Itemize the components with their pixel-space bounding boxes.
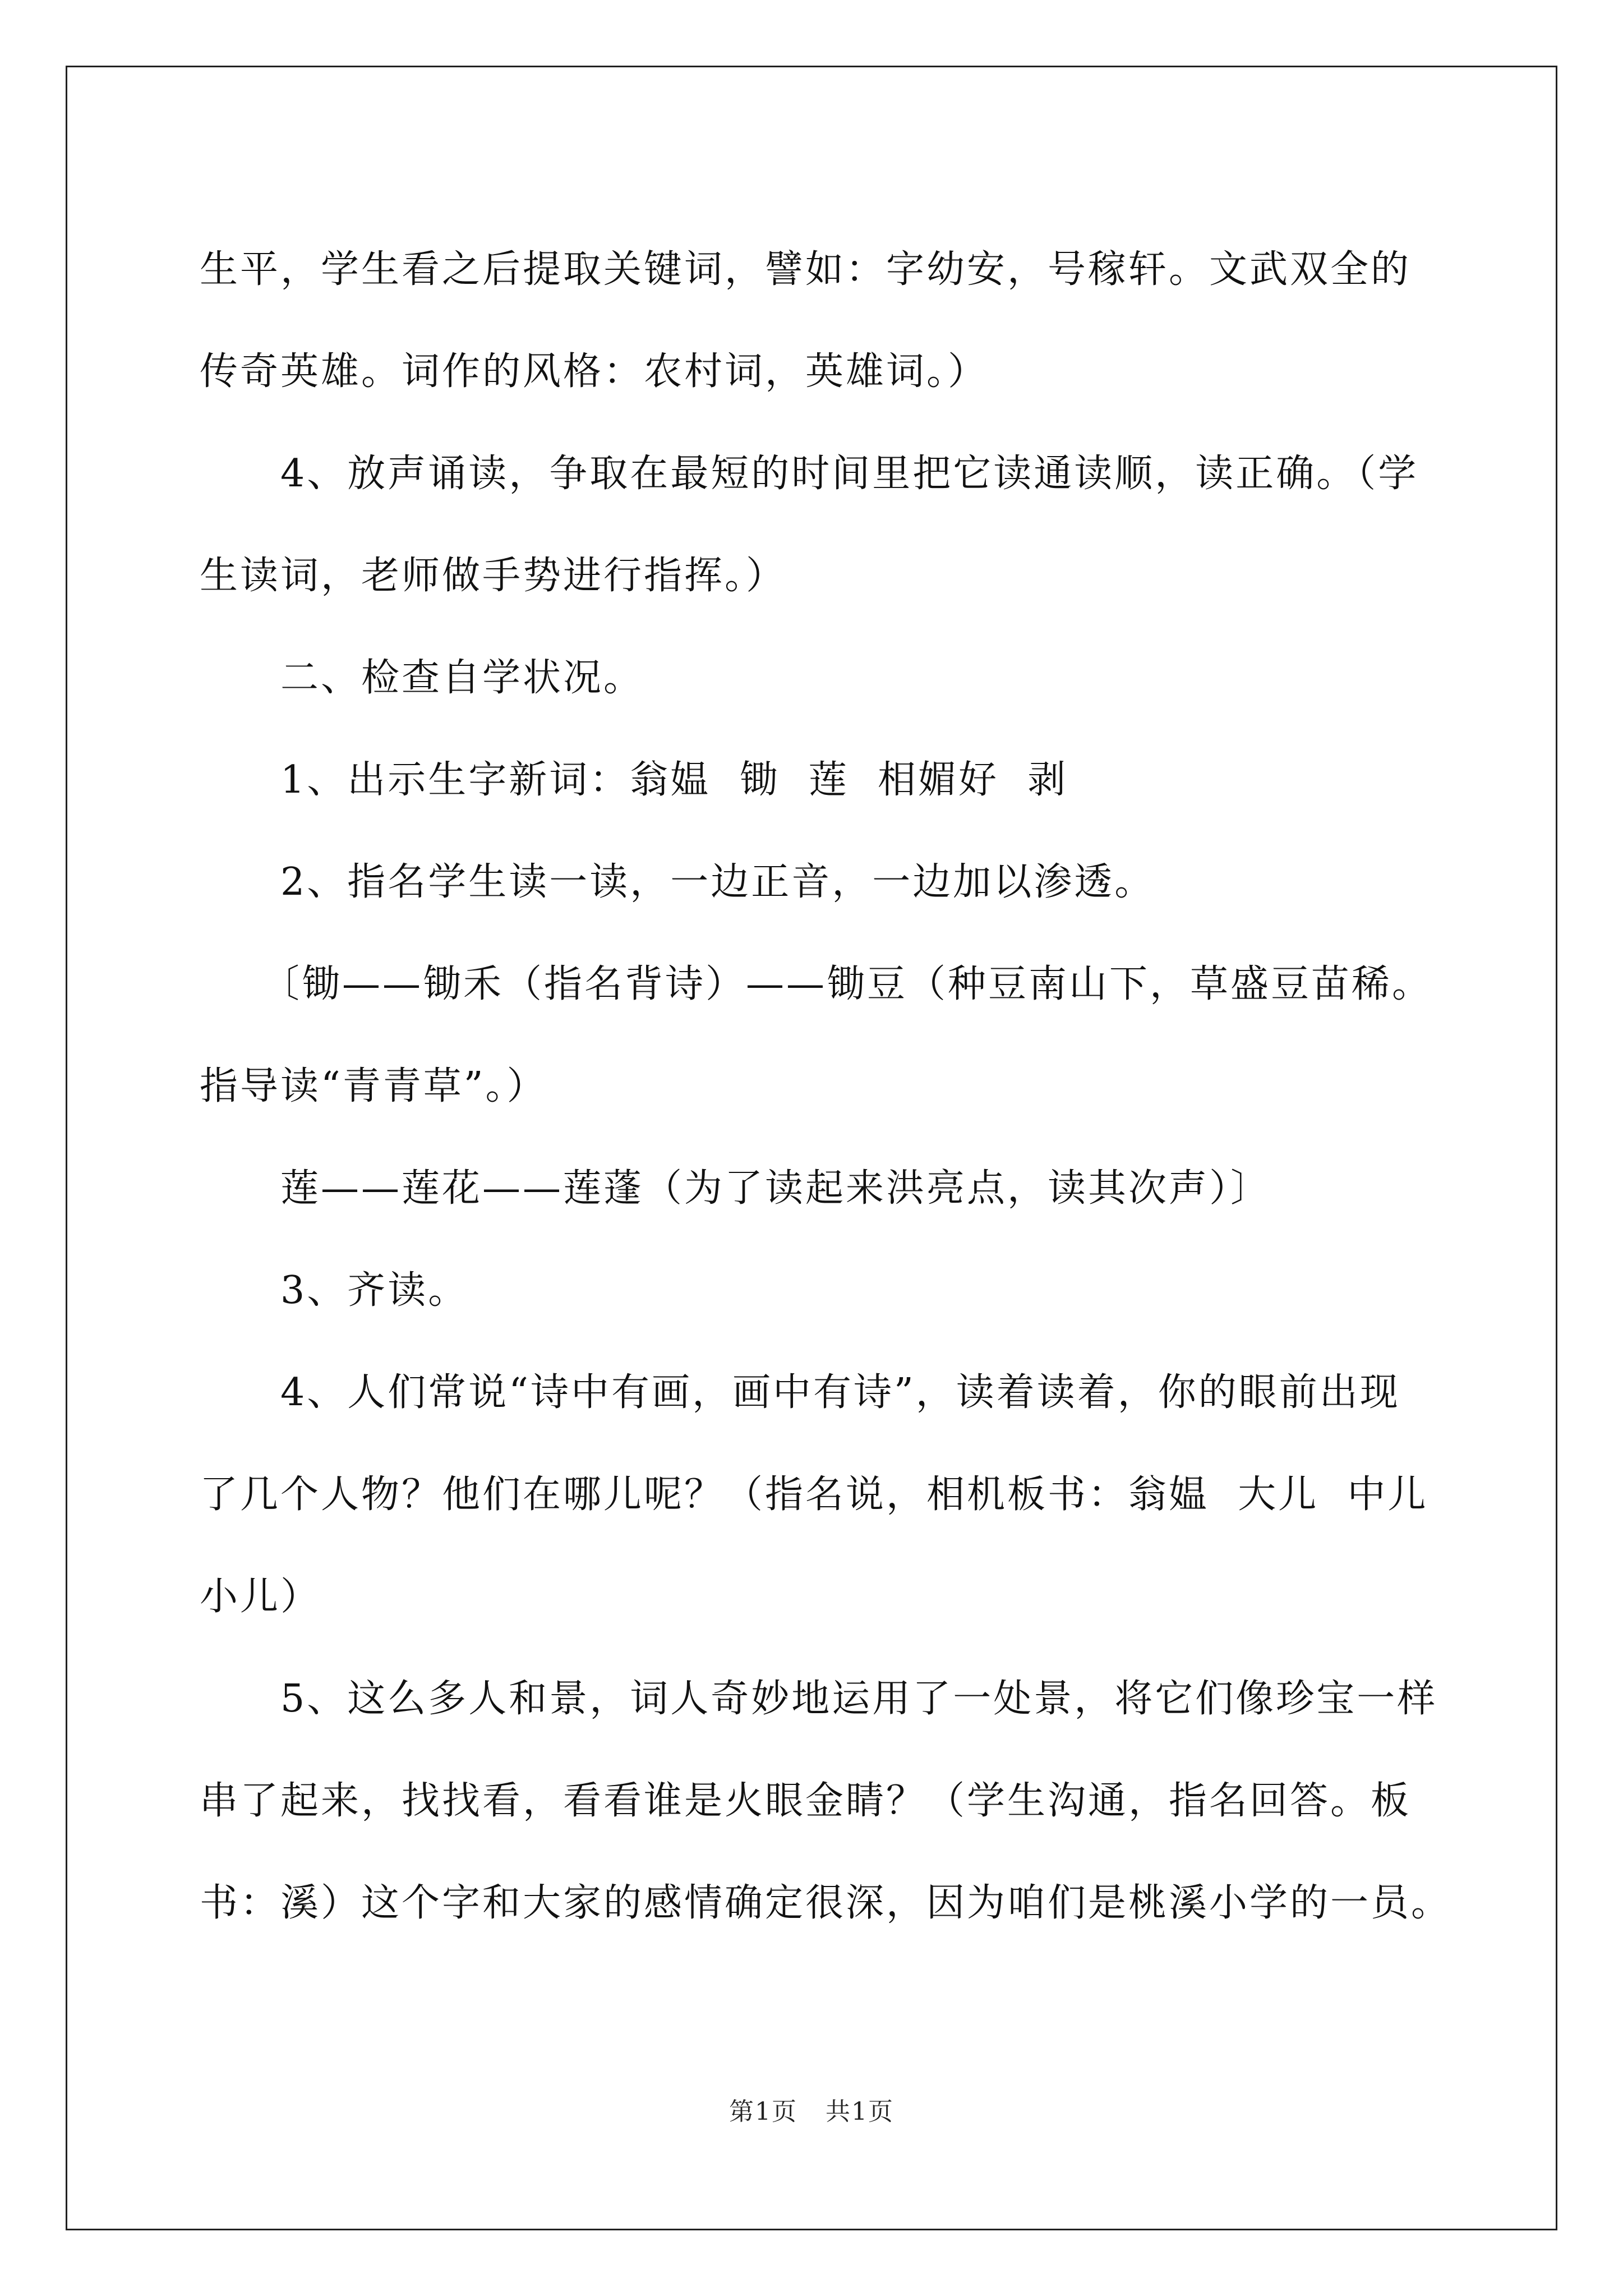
paragraph-line: 了几个人物？他们在哪儿呢？（指名说，相机板书：翁媪 大儿 中儿	[200, 1473, 1428, 1517]
document-body	[200, 219, 1452, 1954]
page-number-total: 共1页	[826, 2097, 894, 2126]
paragraph-line: 生读词，老师做手势进行指挥。）	[200, 554, 787, 598]
paragraph-line: 2、指名学生读一读，一边正音，一边加以渗透。	[280, 860, 1155, 904]
paragraph-line: 4、人们常说“诗中有画，画中有诗”，读着读着，你的眼前出现	[280, 1370, 1400, 1415]
paragraph-line: 书：溪）这个字和大家的感情确定很深，因为咱们是桃溪小学的一员。	[200, 1881, 1452, 1925]
paragraph-line: 5、这么多人和景，词人奇妙地运用了一处景，将它们像珍宝一样	[280, 1677, 1438, 1721]
page-footer	[0, 2095, 1623, 2129]
page-number-current: 第1页	[729, 2097, 797, 2126]
paragraph-line: 1、出示生字新词：翁媪 锄 莲 相媚好 剥	[280, 758, 1068, 802]
paragraph-line: 指导读“青青草”。）	[200, 1064, 547, 1108]
paragraph-line: 传奇英雄。词作的风格：农村词，英雄词。）	[200, 349, 989, 394]
paragraph-line: 小儿）	[200, 1575, 321, 1619]
paragraph-line: 3、齐读。	[280, 1268, 469, 1313]
paragraph-line: 串了起来，找找看，看看谁是火眼金睛？（学生沟通，指名回答。板	[200, 1779, 1412, 1823]
paragraph-line: 〔锄——锄禾（指名背诗）——锄豆（种豆南山下，草盛豆苗稀。	[261, 962, 1433, 1006]
section-heading: 二、检查自学状况。	[280, 656, 644, 700]
paragraph-line: 莲——莲花——莲蓬（为了读起来洪亮点，读其次声）〕	[280, 1166, 1271, 1211]
paragraph-line: 生平，学生看之后提取关键词，譬如：字幼安，号稼轩。文武双全的	[200, 247, 1412, 292]
paragraph-line: 4、放声诵读，争取在最短的时间里把它读通读顺，读正确。（学	[280, 452, 1419, 496]
